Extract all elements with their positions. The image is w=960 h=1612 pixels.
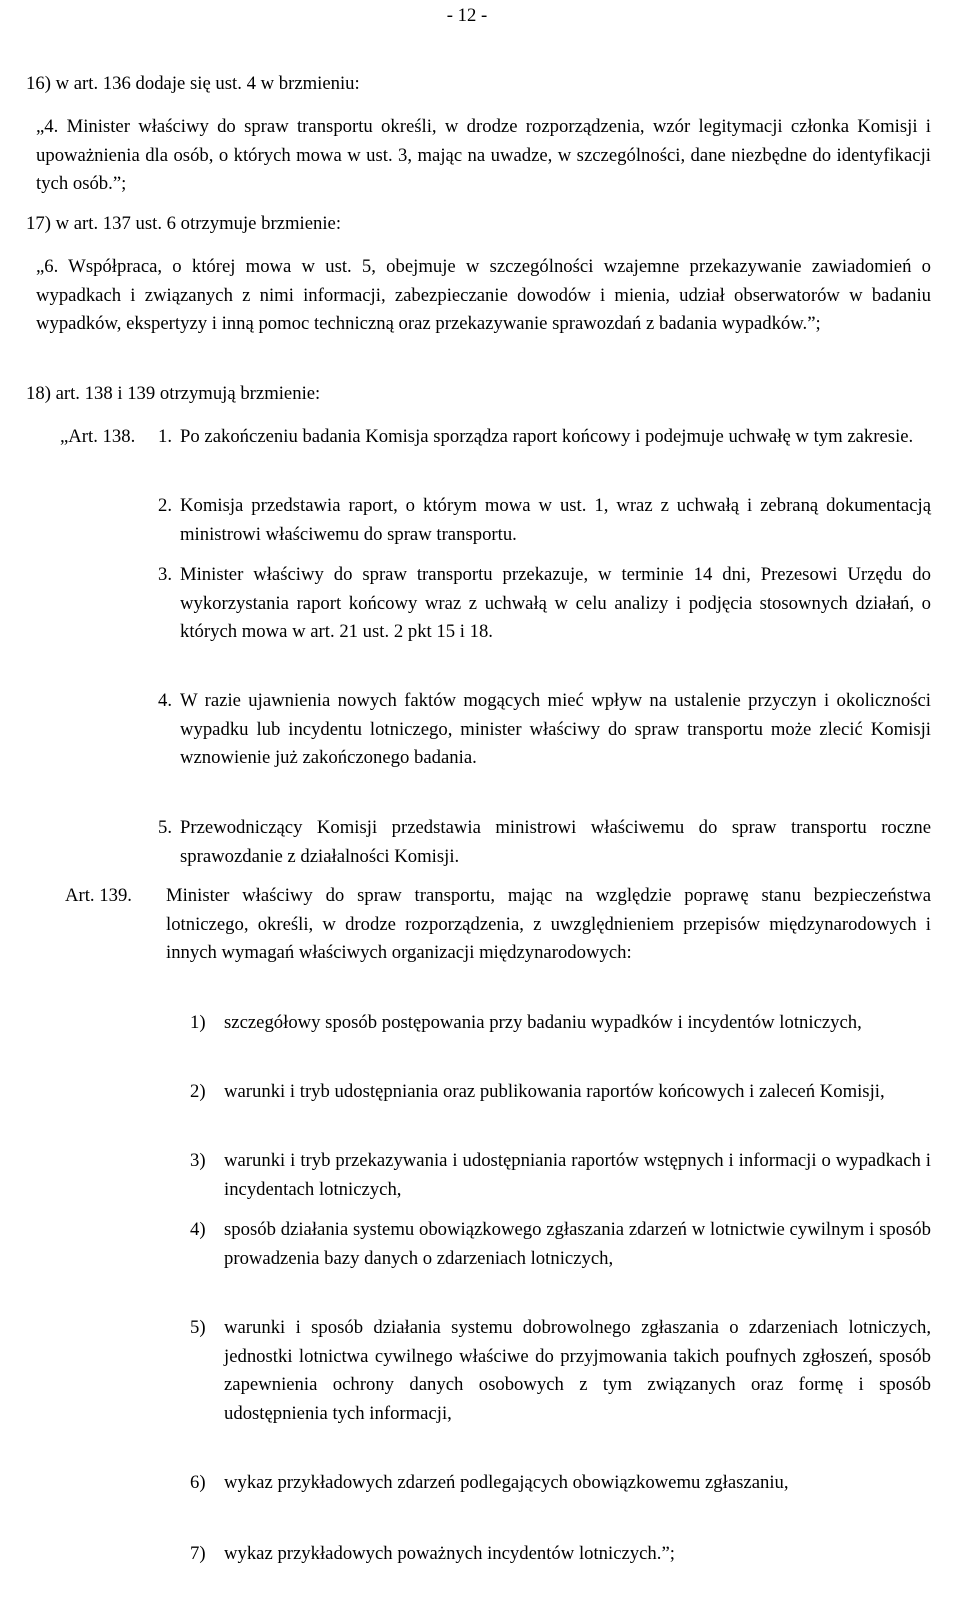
point-number: 6) [190,1472,206,1493]
page-number: - 12 - [446,5,488,26]
paragraph-number: 1. [158,426,173,447]
art-138-paragraph [0,687,960,803]
point-number: 1) [190,1012,206,1033]
point-text: sposób działania systemu obowiązkowego zgłaszania zdarzeń w lotnictwie cywilnym i sposób prowadzenia bazy danych o zdarzeniach lotniczych, [224,1219,931,1269]
paragraph-number: 3. [158,564,173,585]
point-text: warunki i tryb przekazywania i udostępniania raportów wstępnych i informacji o wypadkach i incydentach lotniczych, [224,1150,931,1200]
point-number: 7) [190,1543,206,1564]
art-138-paragraph [0,561,960,677]
item-17-header: 17) w art. 137 ust. 6 otrzymuje brzmienie: [26,213,342,234]
point-number: 4) [190,1219,206,1240]
point-number: 3) [190,1150,206,1171]
paragraph-text: Po zakończeniu badania Komisja sporządza raport końcowy i podejmuje uchwałę w tym zakresie. [180,426,914,447]
point-text: wykaz przykładowych poważnych incydentów lotniczych.”; [224,1543,675,1564]
art-139-point [0,1147,960,1205]
point-text: wykaz przykładowych zdarzeń podlegających obowiązkowemu zgłaszaniu, [224,1472,789,1493]
paragraph-number: 4. [158,690,173,711]
paragraph-text: Przewodniczący Komisji przedstawia ministrowi właściwemu do spraw transportu roczne sprawozdanie z działalności Komisji. [180,817,931,867]
point-text: warunki i sposób działania systemu dobrowolnego zgłaszania o zdarzeniach lotniczych, jednostki lotnictwa cywilnego właściwe do przyjmowania takich poufnych zgłoszeń, sposób zapewnienia ochrony danych osobowych z tym związanych oraz formę i sposób udostępnienia tych informacji, [224,1317,931,1424]
art-139-point [0,1540,960,1570]
item-16-header: 16) w art. 136 dodaje się ust. 4 w brzmieniu: [26,73,360,94]
art-139-point [0,1216,960,1303]
art-139-point [0,1009,960,1067]
art-138-paragraph [0,814,960,872]
point-number: 5) [190,1317,206,1338]
art-138-paragraph [0,492,960,550]
paragraph-text: W razie ujawnienia nowych faktów mogących mieć wpływ na ustalenie przyczyn i okoliczności wypadku lub incydentu lotniczego, minister właściwy do spraw transportu może zlecić Komisji wznowienie już zakończonego badania. [180,690,931,769]
art-139-point [0,1469,960,1527]
art-139-label: Art. 139. [65,885,132,906]
art-138-paragraph [0,423,960,481]
art-139-point [0,1314,960,1459]
item-17-quote: „6. Współpraca, o której mowa w ust. 5, obejmuje w szczególności wzajemne przekazywanie zawiadomień o wypadkach i związanych z nimi informacji, zabezpieczanie dowodów i mienia, udział obserwatorów w badaniu wypadków, ekspertyzy i inną pomoc techniczną oraz przekazywanie sprawozdań z badania wypadków.”; [36,256,931,335]
paragraph-text: Minister właściwy do spraw transportu przekazuje, w terminie 14 dni, Prezesowi Urzędu do wykorzystania raport końcowy wraz z uchwałą w celu analizy i podjęcia stosownych działań, o których mowa w art. 21 ust. 2 pkt 15 i 18. [180,564,931,643]
art-139-point [0,1078,960,1136]
paragraph-number: 5. [158,817,173,838]
item-16-quote: „4. Minister właściwy do spraw transportu określi, w drodze rozporządzenia, wzór legitymacji członka Komisji i upoważnienia dla osób, o których mowa w ust. 3, mając na uwadze, w szczególności, dane niezbędne do identyfikacji tych osób.”; [36,116,931,195]
point-text: warunki i tryb udostępniania oraz publikowania raportów końcowych i zaleceń Komisji, [224,1081,885,1102]
item-18-header: 18) art. 138 i 139 otrzymują brzmienie: [26,383,321,404]
point-text: szczegółowy sposób postępowania przy badaniu wypadków i incydentów lotniczych, [224,1012,862,1033]
art-139-intro: Minister właściwy do spraw transportu, mając na względzie poprawę stanu bezpieczeństwa lotniczego, określi, w drodze rozporządzenia, z uwzględnieniem przepisów międzynarodowych i innych wymagań właściwych organizacji międzynarodowych: [166,885,931,964]
point-number: 2) [190,1081,206,1102]
paragraph-text: Komisja przedstawia raport, o którym mowa w ust. 1, wraz z uchwałą i zebraną dokumentacją ministrowi właściwemu do spraw transportu. [180,495,931,545]
paragraph-number: 2. [158,495,173,516]
art-138-label: „Art. 138. [60,426,136,447]
